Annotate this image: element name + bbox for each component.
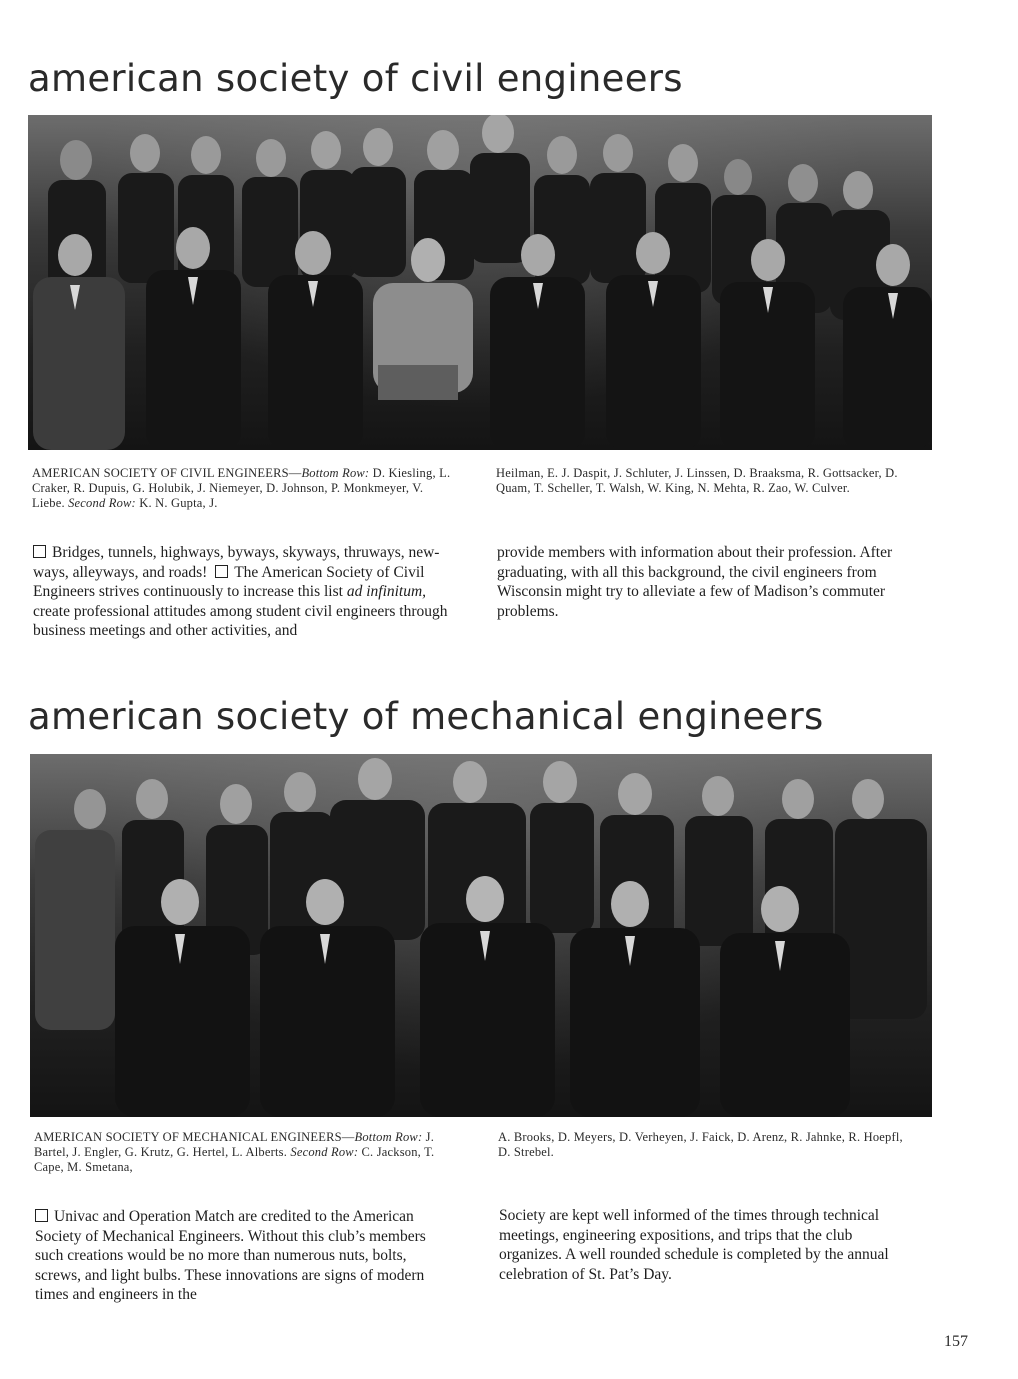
asce-caption-dash: — bbox=[288, 466, 302, 480]
asme-bottom-row-names: J. Bartel, J. Engler, G. Krutz, G. Hertel, L. Alberts. bbox=[34, 1130, 435, 1159]
asce-text-left-b: The American Society of Civil Engineers strives continuously to increase this list bbox=[33, 563, 425, 600]
asme-bottom-row-label: Bottom Row: bbox=[354, 1130, 423, 1144]
asce-caption-title: AMERICAN SOCIETY OF CIVIL ENGINEERS bbox=[32, 466, 289, 480]
asme-group-photo bbox=[30, 754, 932, 1117]
asme-caption-title: AMERICAN SOCIETY OF MECHANICAL ENGINEERS bbox=[34, 1130, 342, 1144]
asce-heading: american society of civil engineers bbox=[28, 57, 683, 100]
asme-photo-figures bbox=[30, 754, 932, 1117]
asce-text-left-italic: ad infinitum, bbox=[346, 583, 427, 600]
asce-photo-figures bbox=[28, 115, 932, 450]
asce-text-left bbox=[33, 543, 451, 641]
checkbox-bullet-icon bbox=[35, 1209, 48, 1222]
asce-text-right: provide members with information about their profession. After graduating, with all this background, the civil engineers from Wisconsin might try to alleviate a few of Madison’s commuter problems. bbox=[497, 544, 893, 620]
asce-caption-left bbox=[32, 466, 452, 511]
asce-caption-right bbox=[496, 466, 916, 496]
asme-text-left bbox=[35, 1207, 445, 1305]
asce-second-row-label: Second Row: bbox=[68, 496, 136, 510]
asme-caption-left bbox=[34, 1130, 454, 1175]
asce-bottom-row-names: D. Kiesling, L. Craker, R. Dupuis, G. Holubik, J. Niemeyer, D. Johnson, P. Monkmeyer, V. Liebe. bbox=[32, 466, 451, 510]
asme-text-left-body: Univac and Operation Match are credited to the American Society of Mechanical Engineers. Without this club’s members such creations would be no more than numerous nuts, bolts, screws, and light bulbs. These innovations are signs of modern times and engineers in the bbox=[35, 1208, 426, 1303]
asce-text-left-c: create professional attitudes among student civil engineers through business meetings and other activities, and bbox=[33, 602, 448, 639]
asce-group-photo bbox=[28, 115, 932, 450]
asme-second-row-names-right: A. Brooks, D. Meyers, D. Verheyen, J. Faick, D. Arenz, R. Jahnke, R. Hoepfl, D. Strebel. bbox=[498, 1130, 903, 1159]
page-number: 157 bbox=[944, 1333, 968, 1350]
asme-text-right: Society are kept well informed of the times through technical meetings, engineering expositions, and trips that the club organizes. A well rounded schedule is completed by the annual celebration of St. Pat’s Day. bbox=[499, 1207, 889, 1283]
checkbox-bullet-icon bbox=[215, 565, 228, 578]
asme-second-row-names-left: C. Jackson, T. Cape, M. Smetana, bbox=[34, 1145, 435, 1174]
asce-text-left-a: Bridges, tunnels, highways, byways, skyways, thruways, new-ways, alleyways, and roads! bbox=[33, 544, 440, 581]
asme-heading: american society of mechanical engineers bbox=[28, 695, 824, 738]
checkbox-bullet-icon bbox=[33, 545, 46, 558]
asme-caption-dash: — bbox=[341, 1130, 355, 1144]
asce-bottom-row-label: Bottom Row: bbox=[301, 466, 370, 480]
asce-second-row-names-left: K. N. Gupta, J. bbox=[139, 496, 218, 510]
asme-caption-right bbox=[498, 1130, 918, 1160]
asce-second-row-names-right: Heilman, E. J. Daspit, J. Schluter, J. Linssen, D. Braaksma, R. Gottsacker, D. Quam, T. Scheller, T. Walsh, W. King, N. Mehta, R. Zao, W. Culver. bbox=[496, 466, 898, 495]
asme-second-row-label: Second Row: bbox=[290, 1145, 359, 1159]
